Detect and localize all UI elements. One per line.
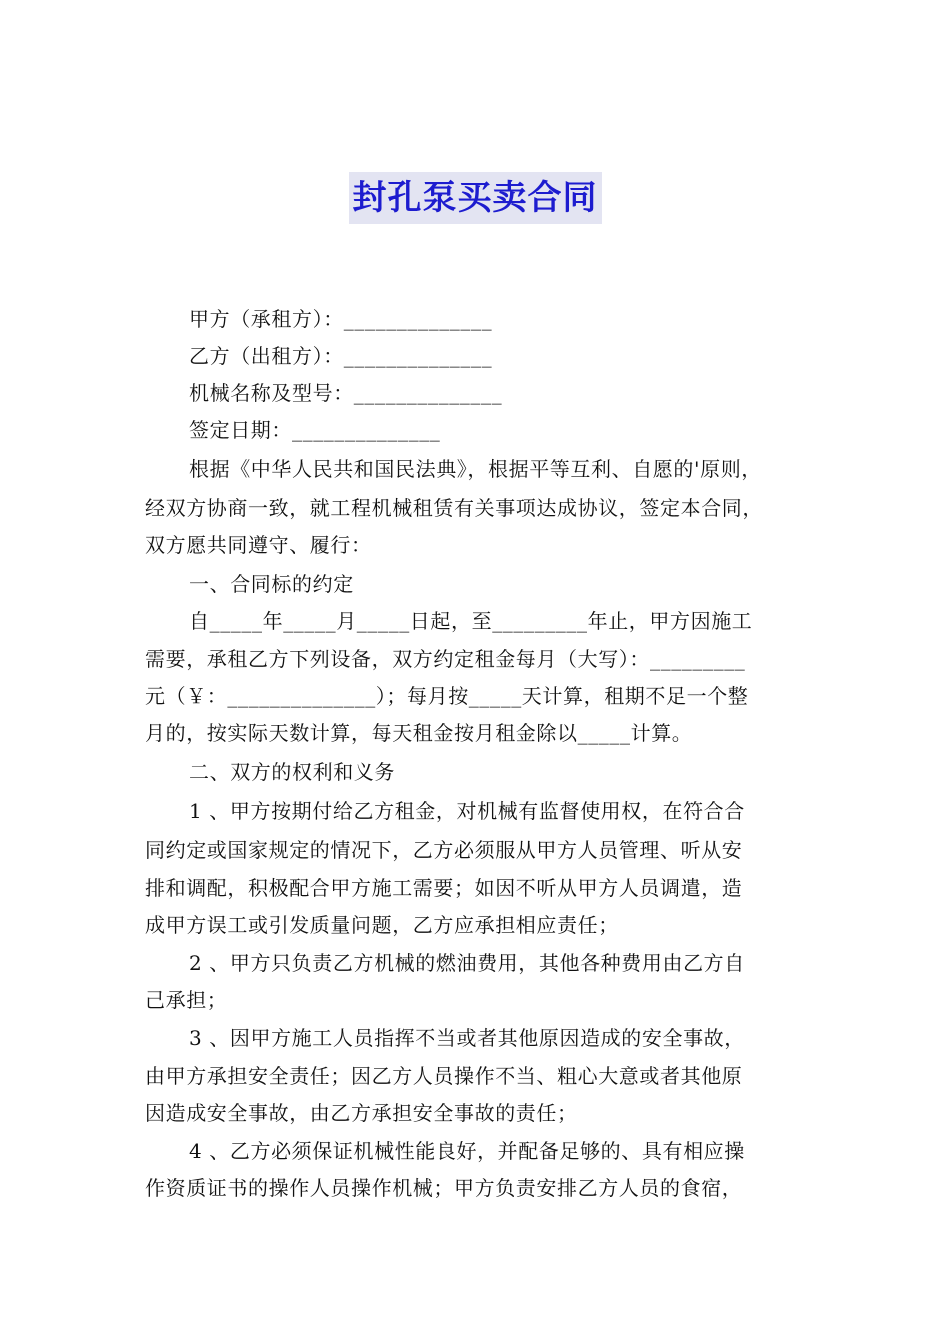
body-line: 签定日期：______________ xyxy=(189,418,441,442)
body-line: 1 、甲方按期付给乙方租金，对机械有监督使用权，在符合合 xyxy=(189,799,745,823)
body-line: 经双方协商一致，就工程机械租赁有关事项达成协议，签定本合同， xyxy=(145,496,763,520)
body-line: 4 、乙方必须保证机械性能良好，并配备足够的、具有相应操 xyxy=(189,1139,745,1163)
body-line: 作资质证书的操作人员操作机械；甲方负责安排乙方人员的食宿， xyxy=(145,1176,743,1200)
body-line: 己承担； xyxy=(145,988,228,1012)
body-line: 双方愿共同遵守、履行： xyxy=(145,533,372,557)
body-line: 甲方（承租方）：______________ xyxy=(189,307,493,331)
body-line: 元（￥：______________）；每月按_____天计算，租期不足一个整 xyxy=(145,684,749,708)
body-line: 同约定或国家规定的情况下，乙方必须服从甲方人员管理、听从安 xyxy=(145,838,743,862)
body-line: 成甲方误工或引发质量问题，乙方应承担相应责任； xyxy=(145,913,619,937)
body-line: 月的，按实际天数计算，每天租金按月租金除以_____计算。 xyxy=(145,721,693,745)
document-title: 封孔泵买卖合同 xyxy=(349,172,602,224)
body-line: 2 、甲方只负责乙方机械的燃油费用，其他各种费用由乙方自 xyxy=(189,951,745,975)
body-line: 机械名称及型号：______________ xyxy=(189,381,503,405)
body-line: 由甲方承担安全责任；因乙方人员操作不当、粗心大意或者其他原 xyxy=(145,1064,743,1088)
body-line: 二、双方的权利和义务 xyxy=(189,760,395,784)
body-line: 一、合同标的约定 xyxy=(189,572,354,596)
body-line: 3 、因甲方施工人员指挥不当或者其他原因造成的安全事故， xyxy=(189,1026,745,1050)
body-line: 需要，承租乙方下列设备，双方约定租金每月（大写）：_________ xyxy=(145,647,746,671)
body-line: 乙方（出租方）：______________ xyxy=(189,344,493,368)
body-line: 自_____年_____月_____日起，至_________年止，甲方因施工 xyxy=(189,609,753,633)
body-line: 因造成安全事故，由乙方承担安全事故的责任； xyxy=(145,1101,578,1125)
body-line: 根据《中华人民共和国民法典》，根据平等互利、自愿的'原则， xyxy=(189,457,762,481)
body-line: 排和调配，积极配合甲方施工需要；如因不听从甲方人员调遣，造 xyxy=(145,876,743,900)
document-body xyxy=(145,0,810,1344)
